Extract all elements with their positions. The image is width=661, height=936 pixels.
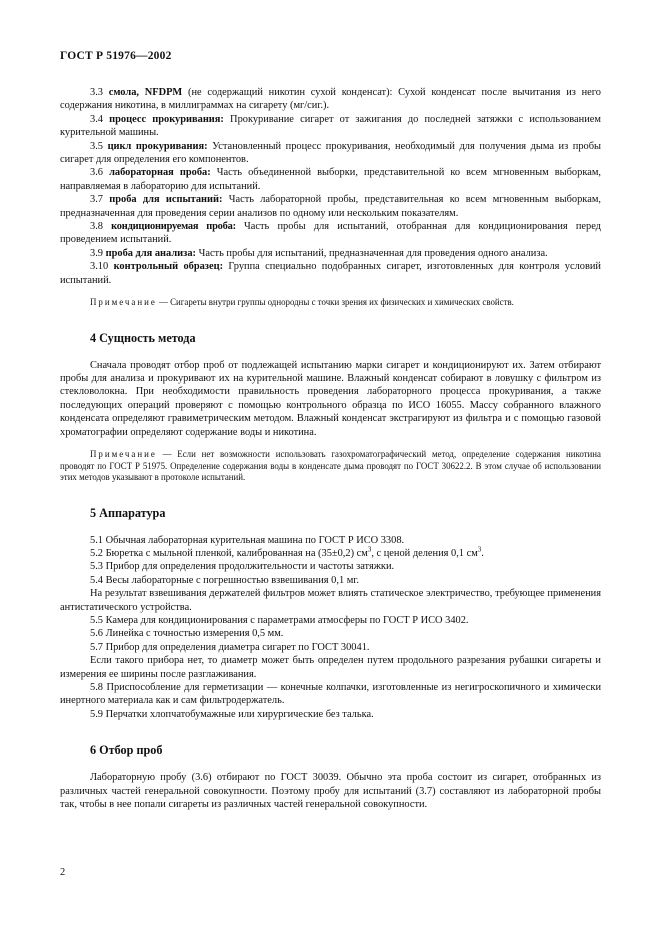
note-label: Примечание [90, 449, 157, 460]
apparatus-text: 5.2 Бюретка с мыльной пленкой, калиброванная на (35±0,2) см [90, 547, 368, 559]
note-label: Примечание [90, 297, 157, 308]
definition-3-6 [60, 166, 601, 193]
definition-text: Часть пробы для испытаний, предназначенная для проведения одного анализа. [195, 247, 548, 259]
definition-3-4 [60, 113, 601, 140]
section-6-title: 6 Отбор проб [90, 743, 163, 758]
apparatus-item-5-2 [60, 547, 601, 560]
apparatus-item-5-8: 5.8 Приспособление для герметизации — конечные колпачки, изготовленные из негигроскопичного и химически инертного материала как и сам фильтродержатель. [60, 682, 601, 707]
apparatus-item-5-4: 5.4 Весы лабораторные с погрешностью взвешивания 0,1 мг. [90, 574, 359, 586]
definition-term: кондиционируемая проба: [111, 221, 236, 233]
definition-number: 3.6 [90, 167, 103, 179]
superscript: 3 [367, 545, 372, 554]
definition-text: Часть пробы для испытаний, отобранная для кондиционирования перед проведением испытаний. [60, 221, 601, 246]
definition-term: цикл прокуривания: [107, 140, 208, 152]
definition-3-3 [60, 86, 601, 113]
definition-number: 3.10 [90, 261, 109, 273]
definition-text: Установленный процесс прокуривания, необходимый для получения дыма из пробы сигарет для определения его компонентов. [60, 140, 602, 166]
note-definitions [60, 297, 601, 309]
definition-text: Часть объединенной выборки, представительной ко всем мгновенным выборкам, направляемая в лабораторию для испытаний. [60, 167, 602, 192]
definition-3-5 [60, 140, 601, 167]
apparatus-text: . [481, 547, 484, 559]
definition-number: 3.9 [90, 247, 103, 259]
apparatus-item-5-7-extra: Если такого прибора нет, то диаметр может быть определен путем продольного разрезания рубашки сигареты и измерения ее ширины после разглаживания. [60, 655, 601, 680]
definition-3-7 [60, 193, 601, 220]
apparatus-item-5-5: 5.5 Камера для кондиционирования с параметрами атмосферы по ГОСТ Р ИСО 3402. [90, 614, 469, 626]
apparatus-text: , с ценой деления 0,1 см [371, 547, 478, 559]
definition-term: процесс прокуривания: [109, 113, 224, 125]
note-text: — Если нет возможности использовать газохроматографический метод, определение содержания никотина проводят по ГОСТ Р 51975. Определение содержания воды в конденсате дыма проводят по ГОСТ 30622.2. В этом случае об использовании этих методов указывают в протоколе испытаний. [60, 449, 601, 483]
definition-number: 3.8 [90, 221, 103, 233]
note-text: — Сигареты внутри группы однородны с точки зрения их физических и химических свойств. [156, 297, 514, 308]
section-6-body: Лабораторную пробу (3.6) отбирают по ГОСТ 30039. Обычно эта проба состоит из сигарет, отобранных из различных частей генеральной совокупности. Поэтому пробу для испытаний (3.7) составляют из лабораторной пробы так, чтобы в нее попали сигареты из различных частей генеральной совокупности. [60, 772, 601, 811]
apparatus-item-5-6: 5.6 Линейка с точностью измерения 0,5 мм. [90, 628, 284, 640]
section-4-title: 4 Сущность метода [90, 330, 196, 345]
section-5-title: 5 Аппаратура [90, 505, 166, 520]
definition-text: Прокуривание сигарет от зажигания до последней затяжки с использованием курительной машины. [60, 113, 601, 139]
definition-number: 3.4 [90, 113, 103, 125]
definition-term: смола, NFDPM [108, 87, 183, 98]
definition-3-8 [60, 220, 601, 247]
definition-3-9 [60, 247, 601, 260]
note-section-4 [60, 449, 601, 484]
definition-term: проба для анализа: [105, 247, 196, 259]
definition-text: Часть лабораторной пробы, представительная ко всем мгновенным выборкам, предназначенная для проведения серии анализов по одному или нескольким показателям. [60, 194, 601, 219]
definition-number: 3.5 [90, 140, 103, 152]
page-number: 2 [60, 867, 66, 878]
apparatus-item-5-3: 5.3 Прибор для определения продолжительности и частоты затяжки. [90, 561, 395, 573]
apparatus-item-5-9: 5.9 Перчатки хлопчатобумажные или хирургические без талька. [90, 708, 374, 720]
definition-3-10 [60, 260, 601, 287]
definition-text: Группа специально подобранных сигарет, изготовленных для контроля условий испытаний. [60, 261, 601, 286]
section-4-body: Сначала проводят отбор проб от подлежащей испытанию марки сигарет и кондиционируют их. Затем отбирают пробы для анализа и прокуривают их на курительной машине. Влажный конденсат собирают в ловушку с фильтром из стекловолокна. При необходимости правильность проведения лабораторного процесса прокуривания, а также последующих операций проверяют с помощью контрольного образца по ИСО 16055. Массу собранного влажного конденсата определяют гравиметрическим методом. Влажный конденсат экстрагируют из фильтра и с помощью газовой хроматографии определяют содержание воды и никотина. [60, 359, 601, 438]
definition-term: контрольный образец: [113, 261, 224, 273]
definition-term: лабораторная проба: [109, 167, 211, 179]
apparatus-item-5-7: 5.7 Прибор для определения диаметра сигарет по ГОСТ 30041. [90, 641, 370, 653]
document-header: ГОСТ Р 51976—2002 [60, 50, 172, 62]
superscript: 3 [477, 545, 482, 554]
apparatus-item-5-4-extra: На результат взвешивания держателей фильтров может влиять статическое электричество, требующее применения антистатического устройства. [60, 588, 601, 613]
document-page [60, 50, 601, 811]
definition-number: 3.3 [90, 87, 103, 98]
definition-number: 3.7 [90, 194, 103, 206]
definition-text: (не содержащий никотин сухой конденсат): Сухой конденсат после вычитания из него содержания никотина, в миллиграммах на сигарету (мг/сиг.). [60, 87, 601, 112]
apparatus-item-5-1: 5.1 Обычная лабораторная курительная машина по ГОСТ Р ИСО 3308. [90, 534, 405, 546]
definition-term: проба для испытаний: [109, 194, 223, 206]
